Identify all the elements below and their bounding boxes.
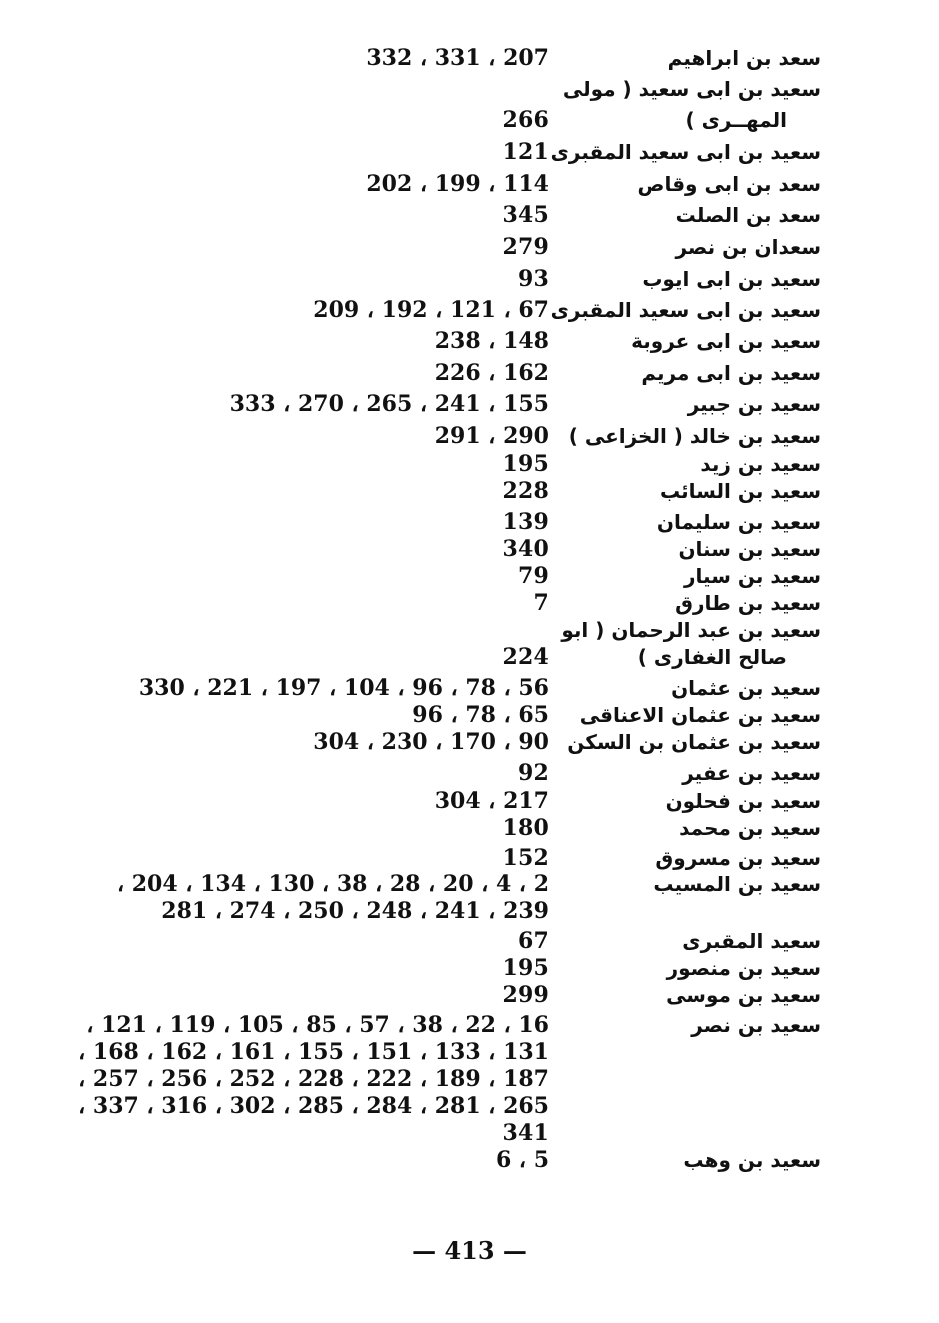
- entry-page-refs: 340: [502, 536, 549, 562]
- entry-name: سعيد بن وهب: [683, 1148, 821, 1172]
- index-entry: [0, 232, 939, 262]
- entry-name: سعيد بن جبير: [687, 392, 821, 416]
- index-entry: [0, 1037, 939, 1067]
- entry-page-refs: 5 ، 6: [495, 1147, 549, 1173]
- entry-page-refs: 162 ، 226: [434, 360, 549, 386]
- entry-page-refs: 67: [517, 928, 549, 954]
- entry-page-refs: 345: [502, 202, 549, 228]
- entry-page-refs: 131 ، 133 ، 151 ، 155 ، 161 ، 162 ، 168 ،: [78, 1039, 549, 1065]
- index-entry: [0, 953, 939, 983]
- entry-name: سعدان بن نصر: [675, 235, 821, 259]
- entry-page-refs: 56 ، 78 ، 96 ، 104 ، 197 ، 221 ، 330: [138, 675, 549, 701]
- index-entry: [0, 727, 939, 757]
- index-entry: [0, 169, 939, 199]
- entry-page-refs: 67 ، 121 ، 192 ، 209: [313, 297, 549, 323]
- entry-page-refs: 114 ، 199 ، 202: [366, 171, 549, 197]
- entry-name: صالح الغفارى ): [637, 645, 787, 669]
- entry-name: سعيد بن ابى عروبة: [631, 329, 821, 353]
- entry-name: سعيد بن سليمان: [656, 510, 821, 534]
- index-entry: [0, 295, 939, 325]
- entry-page-refs: 7: [533, 590, 549, 616]
- entry-name: سعيد بن عثمان بن السكن: [567, 730, 821, 754]
- index-entry: [0, 1091, 939, 1121]
- entry-name: المهــرى ): [685, 108, 787, 132]
- entry-page-refs: 152: [502, 845, 549, 871]
- entry-page-refs: 139: [502, 509, 549, 535]
- index-entry: [0, 869, 939, 899]
- entry-name: سعيد بن عثمان: [671, 676, 821, 700]
- page-number: — 413 —: [412, 1236, 527, 1265]
- entry-page-refs: 2 ، 4 ، 20 ، 28 ، 38 ، 130 ، 134 ، 204 ،: [116, 871, 549, 897]
- entry-page-refs: 187 ، 189 ، 222 ، 228 ، 252 ، 256 ، 257 ،: [78, 1066, 549, 1092]
- entry-page-refs: 180: [502, 815, 549, 841]
- index-entry: [0, 926, 939, 956]
- index-entry: [0, 896, 939, 926]
- entry-page-refs: 148 ، 238: [434, 328, 549, 354]
- entry-name: سعيد بن منصور: [666, 956, 821, 980]
- entry-page-refs: 79: [517, 563, 549, 589]
- index-entry: [0, 534, 939, 564]
- index-entry: [0, 389, 939, 419]
- entry-page-refs: 65 ، 78 ، 96: [412, 702, 549, 728]
- index-entry: [0, 358, 939, 388]
- entry-page-refs: 121: [502, 139, 549, 165]
- entry-name: سعيد بن سنان: [678, 537, 821, 561]
- entry-page-refs: 279: [502, 234, 549, 260]
- entry-name: سعيد بن طارق: [675, 591, 821, 615]
- entry-page-refs: 16 ، 22 ، 38 ، 57 ، 85 ، 105 ، 119 ، 121 ،: [86, 1012, 549, 1038]
- entry-page-refs: 341: [502, 1120, 549, 1146]
- entry-page-refs: 195: [502, 955, 549, 981]
- entry-name: سعيد بن السائب: [659, 479, 821, 503]
- index-entry: [0, 673, 939, 703]
- entry-page-refs: 228: [502, 478, 549, 504]
- index-entry: [0, 700, 939, 730]
- entry-name: سعيد بن ابى سعيد المقبرى: [550, 298, 821, 322]
- entry-name: سعيد بن زيد: [700, 452, 821, 476]
- index-entry: [0, 74, 939, 104]
- index-entry: [0, 137, 939, 167]
- index-entry: [0, 43, 939, 73]
- entry-name: سعيد بن المسيب: [653, 872, 821, 896]
- entry-page-refs: 224: [502, 644, 549, 670]
- index-entry: [0, 561, 939, 591]
- index-entry: [0, 758, 939, 788]
- entry-name: سعيد بن ابى مريم: [641, 361, 821, 385]
- index-entry: [0, 615, 939, 645]
- entry-name: سعد بن ابى وقاص: [637, 172, 821, 196]
- index-entry: [0, 813, 939, 843]
- index-entry: [0, 264, 939, 294]
- entry-page-refs: 155 ، 241 ، 265 ، 270 ، 333: [229, 391, 549, 417]
- entry-name: سعد بن الصلت: [675, 203, 821, 227]
- entry-name: سعيد المقبرى: [682, 929, 821, 953]
- index-entry: [0, 326, 939, 356]
- index-entry: [0, 786, 939, 816]
- index-entry: [0, 421, 939, 451]
- entry-name: سعد بن ابراهيم: [667, 46, 821, 70]
- entry-name: سعيد بن ابى ايوب: [642, 267, 821, 291]
- entry-name: سعيد بن موسى: [666, 983, 821, 1007]
- entry-name: سعيد بن ابى سعيد المقبرى: [550, 140, 821, 164]
- entry-name: سعيد بن فحلون: [665, 789, 821, 813]
- index-entry: [0, 1118, 939, 1148]
- entry-page-refs: 217 ، 304: [434, 788, 549, 814]
- entry-name: سعيد بن عبد الرحمان ( ابو: [561, 618, 821, 642]
- entry-page-refs: 90 ، 170 ، 230 ، 304: [313, 729, 549, 755]
- index-entry: [0, 507, 939, 537]
- index-entry: [0, 200, 939, 230]
- index-entry: [0, 1064, 939, 1094]
- entry-name: سعيد بن خالد ( الخزاعى ): [568, 424, 821, 448]
- entry-page-refs: 290 ، 291: [434, 423, 549, 449]
- entry-name: سعيد بن عفير: [682, 761, 821, 785]
- entry-page-refs: 93: [517, 266, 549, 292]
- entry-name: سعيد بن سيار: [684, 564, 821, 588]
- entry-page-refs: 239 ، 241 ، 248 ، 250 ، 274 ، 281: [161, 898, 549, 924]
- entry-name: سعيد بن ابى سعيد ( مولى: [562, 77, 821, 101]
- entry-page-refs: 92: [517, 760, 549, 786]
- index-entry: [0, 476, 939, 506]
- index-entry: [0, 1010, 939, 1040]
- entry-name: سعيد بن نصر: [691, 1013, 821, 1037]
- index-entry: [0, 642, 939, 672]
- entry-name: سعيد بن عثمان الاعناقى: [579, 703, 821, 727]
- entry-name: سعيد بن مسروق: [655, 846, 821, 870]
- index-entry: [0, 588, 939, 618]
- entry-page-refs: 265 ، 281 ، 284 ، 285 ، 302 ، 316 ، 337 ،: [78, 1093, 549, 1119]
- entry-page-refs: 299: [502, 982, 549, 1008]
- index-entry: [0, 449, 939, 479]
- entry-name: سعيد بن محمد: [679, 816, 821, 840]
- entry-page-refs: 207 ، 331 ، 332: [366, 45, 549, 71]
- index-entry: [0, 1145, 939, 1175]
- entry-page-refs: 195: [502, 451, 549, 477]
- entry-page-refs: 266: [502, 107, 549, 133]
- index-entry: [0, 105, 939, 135]
- index-entry: [0, 980, 939, 1010]
